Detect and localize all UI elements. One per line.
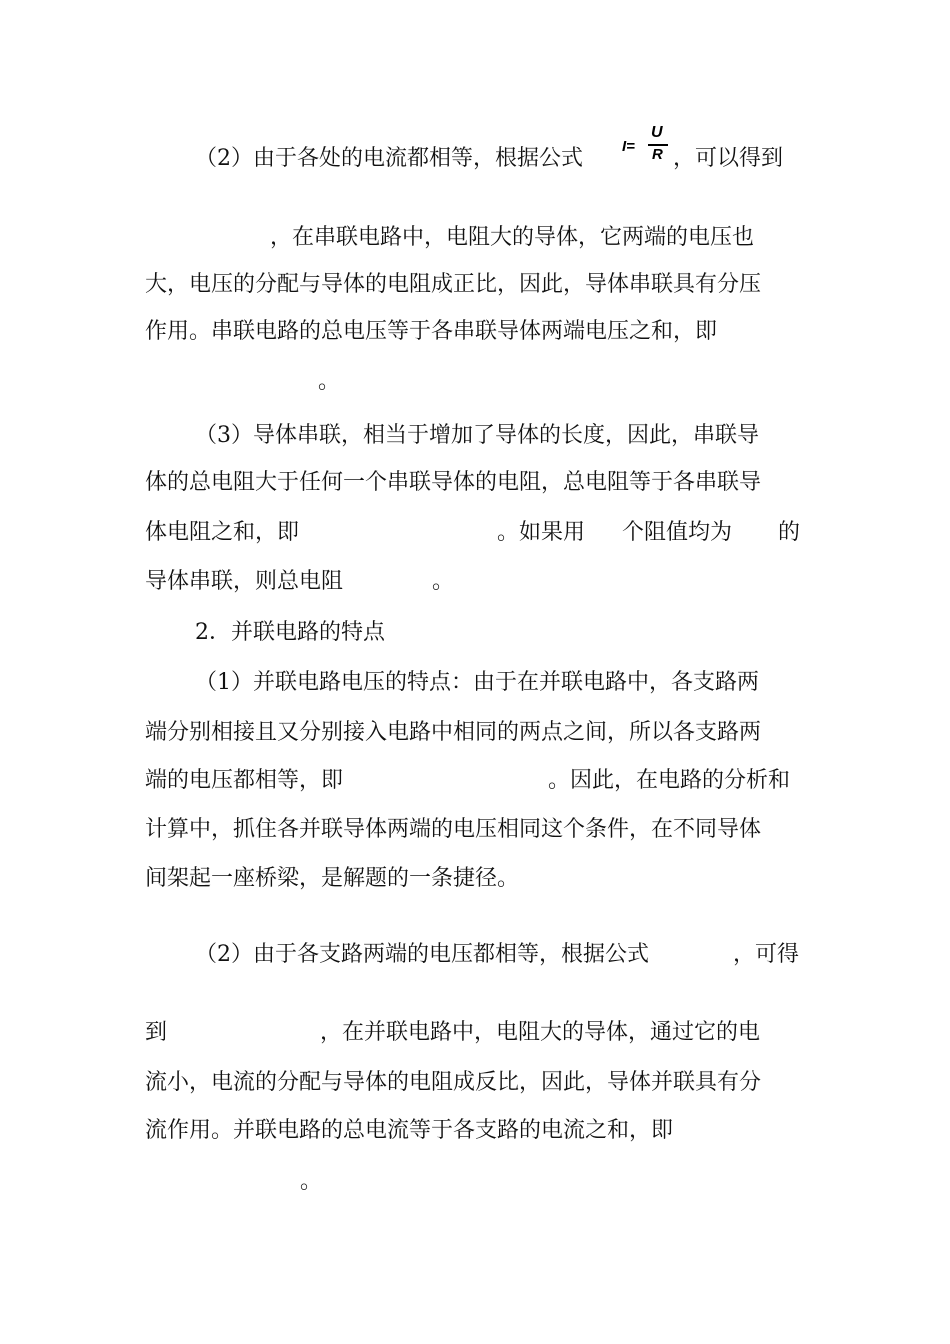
series-3-line3-a: 体电阻之和，即: [145, 520, 300, 545]
formula-denominator: R: [652, 146, 663, 163]
parallel-1-line2: 端分别相接且又分别接入电路中相同的两点之间，所以各支路两: [145, 720, 762, 745]
series-3-line3-b: 。如果用: [497, 520, 586, 545]
formula-lhs: I=: [622, 138, 635, 155]
series-3-line4-a: 导体串联，则总电阻: [145, 569, 344, 594]
parallel-1-line1: （1）并联电路电压的特点：由于在并联电路中，各支路两: [195, 670, 759, 695]
series-2-line3: 大，电压的分配与导体的电阻成正比，因此，导体串联具有分压: [145, 272, 762, 297]
parallel-1-line3-a: 端的电压都相等，即: [145, 768, 344, 793]
parallel-2-line4: 流作用。并联电路的总电流等于各支路的电流之和，即: [145, 1118, 674, 1143]
series-2-line2: ，在串联电路中，电阻大的导体，它两端的电压也: [270, 225, 755, 250]
series-3-line1: （3）导体串联，相当于增加了导体的长度，因此，串联导: [195, 423, 759, 448]
parallel-2-line1-b: ，可得: [733, 942, 800, 967]
section-heading-parallel: 2．并联电路的特点: [195, 620, 385, 645]
parallel-1-line3-b: 。因此，在电路的分析和: [548, 768, 791, 793]
ohms-law-formula: [622, 124, 674, 172]
series-3-line3-d: 的: [778, 520, 801, 545]
parallel-2-line1-a: （2）由于各支路两端的电压都相等，根据公式: [195, 942, 649, 967]
parallel-2-line2-a: 到: [145, 1020, 168, 1045]
series-2-line4: 作用。串联电路的总电压等于各串联导体两端电压之和，即: [145, 319, 718, 344]
series-2-line1-text-a: （2）由于各处的电流都相等，根据公式: [195, 146, 583, 171]
series-3-line2: 体的总电阻大于任何一个串联导体的电阻，总电阻等于各串联导: [145, 470, 762, 495]
formula-numerator: U: [651, 124, 663, 141]
parallel-1-line4: 计算中，抓住各并联导体两端的电压相同这个条件，在不同导体: [145, 817, 762, 842]
parallel-2-line3: 流小，电流的分配与导体的电阻成反比，因此，导体并联具有分: [145, 1070, 762, 1095]
series-2-line1-text-b: ，可以得到: [673, 146, 784, 171]
series-3-line4-b: 。: [432, 569, 455, 594]
parallel-1-line5: 间架起一座桥梁，是解题的一条捷径。: [145, 866, 520, 891]
parallel-2-line2-b: ，在并联电路中，电阻大的导体，通过它的电: [320, 1020, 761, 1045]
series-2-line5: 。: [318, 369, 341, 394]
parallel-2-line5: 。: [300, 1169, 323, 1194]
series-3-line3-c: 个阻值均为: [622, 520, 733, 545]
